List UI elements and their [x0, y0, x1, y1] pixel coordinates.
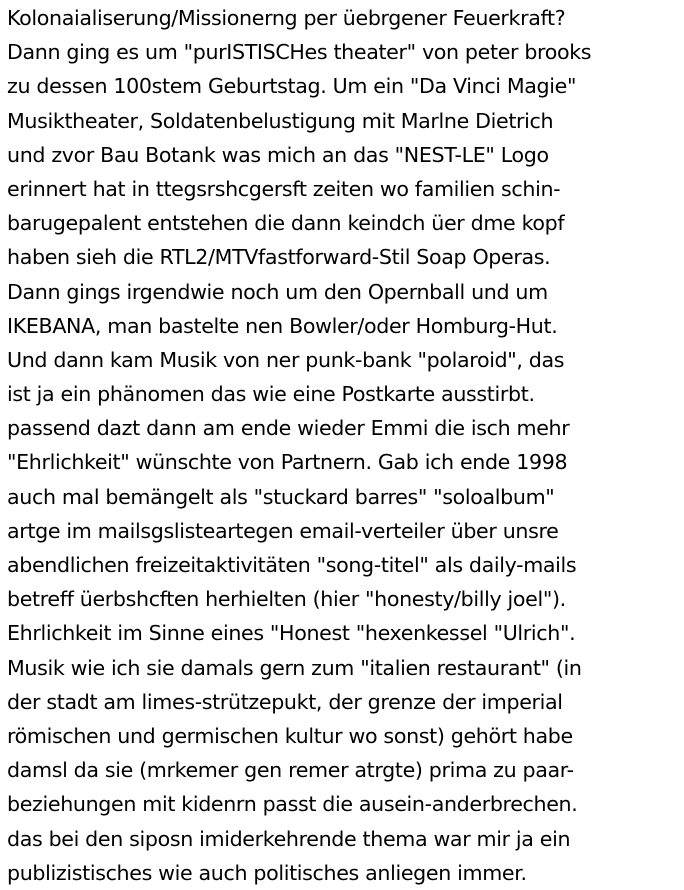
text-line: abendlichen freizeitaktivitäten "song-titel" als daily-mails — [7, 553, 577, 577]
text-line: Musiktheater, Soldatenbelustigung mit Marlne Dietrich — [7, 108, 554, 133]
text-line: betreff üerbshcften herhielten (hier "honesty/billy joel"). — [7, 587, 566, 612]
text-line: Und dann kam Musik von ner punk-bank "polaroid", das — [7, 347, 565, 372]
text-line: Musik wie ich sie damals gern zum "italien restaurant" (in — [7, 655, 582, 680]
text-line: passend dazt dann am ende wieder Emmi die isch mehr — [7, 416, 570, 441]
text-line: haben sieh die RTL2/MTVfastforward-Stil Soap Operas. — [7, 245, 551, 270]
text-line: artge im mailsgslisteartegen email-verteiler über unsre — [7, 518, 559, 543]
text-line: barugepalent entstehen die dann keindch üer dme kopf — [7, 211, 565, 236]
text-line: Ehrlichkeit im Sinne eines "Honest "hexenkessel "Ulrich". — [7, 621, 576, 646]
text-line: zu dessen 100stem Geburtstag. Um ein "Da Vinci Magie" — [7, 74, 577, 99]
text-line: Dann ging es um "purISTISCHes theater" von peter brooks — [7, 40, 592, 65]
text-line: erinnert hat in ttegsrshcgersft zeiten wo familien schin- — [7, 176, 561, 201]
text-line: beziehungen mit kidenrn passt die ausein-anderbrechen. — [7, 792, 578, 817]
text-line: Dann gings irgendwie noch um den Opernball und um — [7, 279, 548, 304]
text-line: "Ehrlichkeit" wünschte von Partnern. Gab ich ende 1998 — [7, 450, 568, 475]
text-line: damsl da sie (mrkemer gen remer atrgte) prima zu paar- — [7, 758, 574, 783]
text-line: römischen und germischen kultur wo sonst) gehört habe — [7, 723, 573, 748]
text-line: publizistisches wie auch politisches anliegen immer. — [7, 860, 527, 885]
text-line: das bei den siposn imiderkehrende thema war mir ja ein — [7, 826, 571, 851]
text-line: Kolonaialiserung/Missionerng per üebrgener Feuerkraft? — [7, 6, 566, 30]
text-line: der stadt am limes-strützepukt, der grenze der imperial — [7, 689, 563, 714]
body-text — [7, 1, 684, 890]
text-line: ist ja ein phänomen das wie eine Postkarte ausstirbt. — [7, 382, 535, 407]
text-line: und zvor Bau Botank was mich an das "NEST-LE" Logo — [7, 142, 549, 167]
text-line: auch mal bemängelt als "stuckard barres" "soloalbum" — [7, 484, 555, 509]
text-line: IKEBANA, man bastelte nen Bowler/oder Homburg-Hut. — [7, 313, 558, 338]
